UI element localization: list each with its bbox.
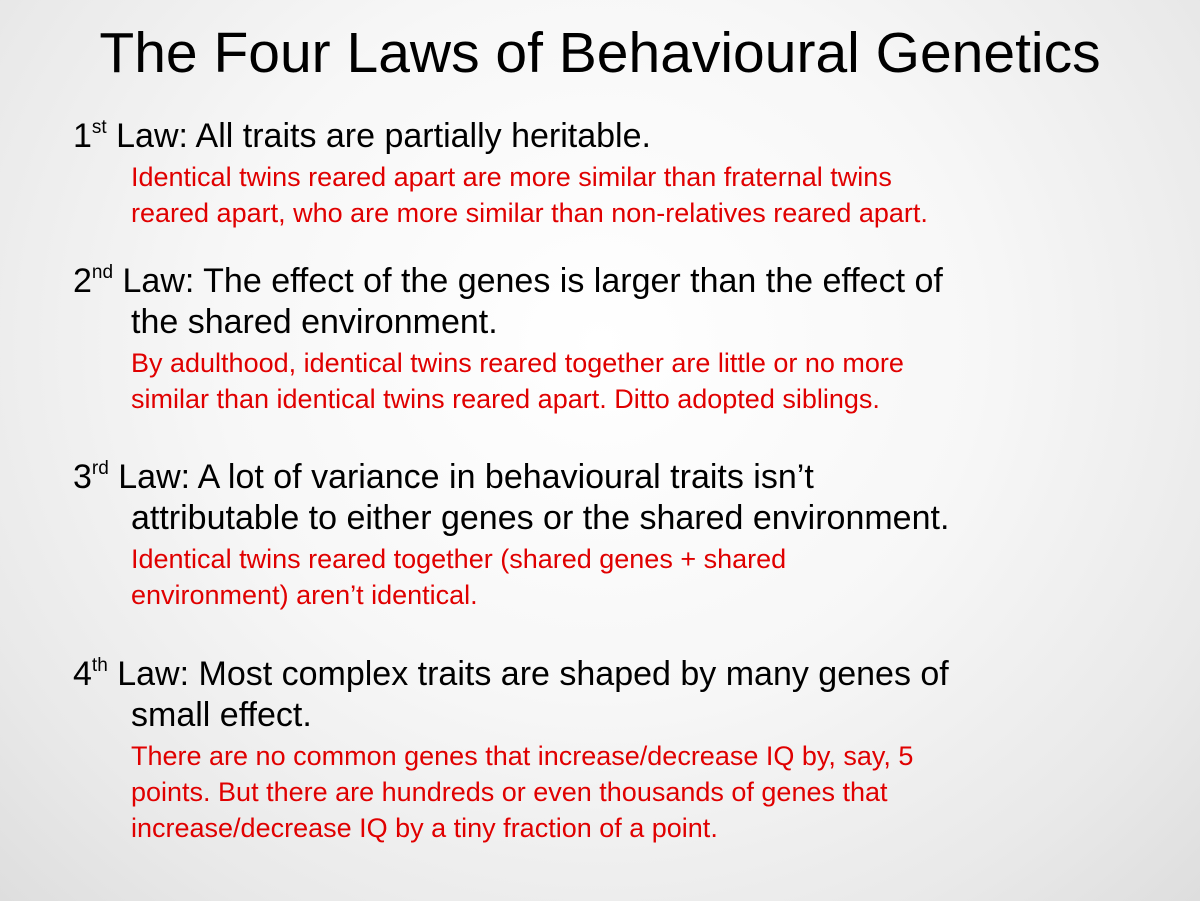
law-statement-continued: attributable to either genes or the shared environment. bbox=[131, 499, 950, 537]
law-2 bbox=[73, 261, 1183, 417]
law-number: 3 bbox=[73, 458, 92, 496]
law-ordinal-suffix: th bbox=[91, 655, 108, 676]
law-evidence bbox=[73, 541, 1183, 613]
law-evidence-line: By adulthood, identical twins reared together are little or no more bbox=[131, 348, 904, 378]
law-evidence-line: Identical twins reared apart are more similar than fraternal twins bbox=[131, 162, 892, 192]
law-evidence-line: environment) aren’t identical. bbox=[131, 580, 478, 610]
law-4 bbox=[73, 654, 1183, 846]
law-ordinal-suffix: nd bbox=[91, 262, 114, 283]
law-heading bbox=[73, 654, 1183, 736]
law-ordinal-suffix: st bbox=[91, 117, 107, 138]
law-statement: Law: Most complex traits are shaped by many genes of bbox=[107, 655, 949, 693]
law-evidence-line: Identical twins reared together (shared genes + shared bbox=[131, 544, 787, 574]
law-number: 2 bbox=[73, 262, 92, 300]
law-statement-continued: small effect. bbox=[131, 696, 312, 734]
law-number: 4 bbox=[73, 655, 92, 693]
law-statement: Law: The effect of the genes is larger than the effect of bbox=[113, 262, 943, 300]
law-evidence bbox=[73, 345, 1183, 417]
law-heading bbox=[73, 457, 1183, 539]
law-statement-continued: the shared environment. bbox=[131, 303, 498, 341]
law-evidence-line: points. But there are hundreds or even thousands of genes that bbox=[131, 777, 888, 807]
law-heading bbox=[73, 116, 1183, 157]
law-ordinal-suffix: rd bbox=[91, 458, 109, 479]
law-number: 1 bbox=[73, 117, 92, 155]
law-evidence-line: increase/decrease IQ by a tiny fraction of a point. bbox=[131, 813, 718, 843]
law-evidence-line: There are no common genes that increase/decrease IQ by, say, 5 bbox=[131, 741, 914, 771]
law-evidence-line: similar than identical twins reared apart. Ditto adopted siblings. bbox=[131, 384, 880, 414]
law-1 bbox=[73, 116, 1183, 231]
slide-title: The Four Laws of Behavioural Genetics bbox=[99, 21, 1101, 85]
law-heading bbox=[73, 261, 1183, 343]
law-3 bbox=[73, 457, 1183, 613]
law-evidence bbox=[73, 159, 1183, 231]
law-statement: Law: All traits are partially heritable. bbox=[106, 117, 651, 155]
law-evidence bbox=[73, 738, 1183, 846]
law-statement: Law: A lot of variance in behavioural traits isn’t bbox=[108, 458, 814, 496]
law-evidence-line: reared apart, who are more similar than non-relatives reared apart. bbox=[131, 198, 928, 228]
